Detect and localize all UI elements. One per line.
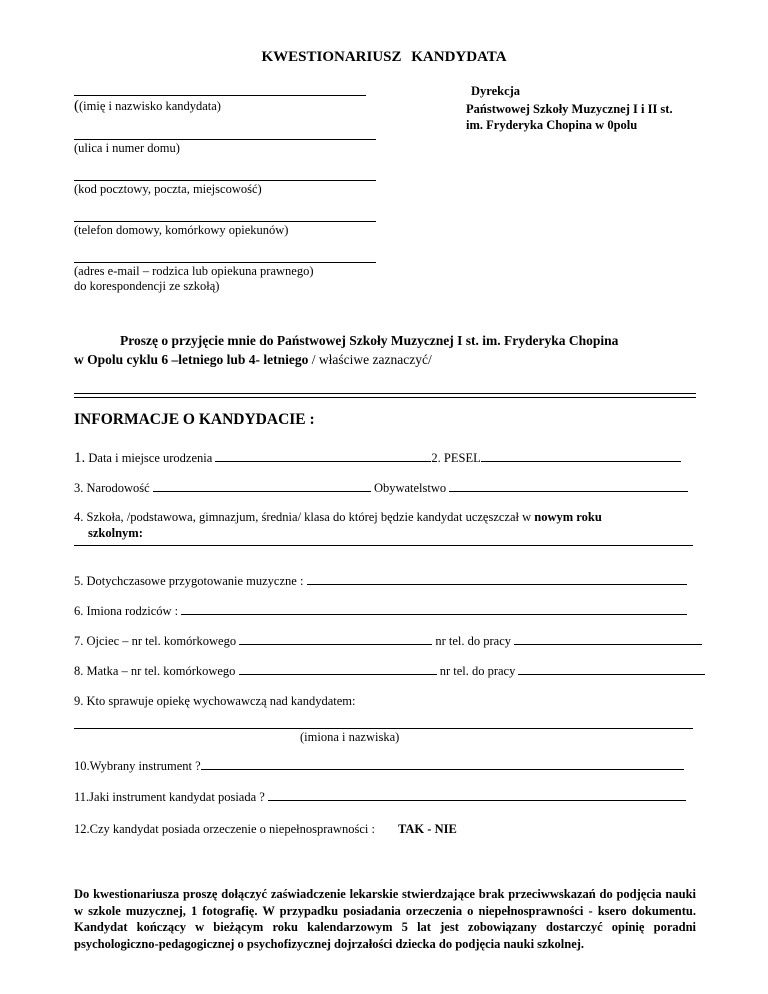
phone-field-label: (telefon domowy, komórkowy opiekunów) [74, 223, 289, 237]
postal-input-line[interactable] [74, 180, 376, 181]
question-5-row [74, 574, 687, 589]
recipient-line-3: im. Fryderyka Chopina w 0polu [466, 118, 638, 132]
request-paragraph [74, 331, 698, 369]
question-4-row [74, 510, 602, 525]
request-line-1: Proszę o przyjęcie mnie do Państwowej Szkoły Muzycznej I st. im. Fryderyka Chopina [120, 333, 619, 348]
question-8-label: 8. Matka – nr tel. komórkowego [74, 664, 239, 678]
question-3-row [74, 481, 688, 496]
postal-field-label: (kod pocztowy, poczta, miejscowość) [74, 182, 262, 196]
disability-yes-no-choice[interactable]: TAK - NIE [398, 822, 457, 836]
guardian-input-line[interactable] [74, 728, 693, 729]
question-9-label: 9. Kto sprawuje opiekę wychowawczą nad kandydatem: [74, 694, 356, 708]
question-11-label: 11.Jaki instrument kandydat posiada ? [74, 790, 268, 804]
name-field-label-text: (imię i nazwisko kandydata) [79, 99, 221, 113]
question-12-label: 12.Czy kandydat posiada orzeczenie o niepełnosprawności : [74, 822, 375, 836]
question-6-label: 6. Imiona rodziców : [74, 604, 182, 618]
request-cycle-text: w Opolu cyklu 6 –letniego lub 4- letniego [74, 352, 309, 367]
question-10-row [74, 759, 684, 774]
mother-mobile-input[interactable] [239, 673, 437, 675]
question-2-label: 2. PESEL [431, 451, 481, 465]
street-field-label: (ulica i numer domu) [74, 141, 180, 155]
section-title: INFORMACJE O KANDYDACIE : [74, 411, 315, 428]
recipient-line-2: Państwowej Szkoły Muzycznej I i II st. [466, 102, 673, 116]
school-input-line[interactable] [74, 545, 693, 546]
question-11-row [74, 790, 686, 805]
question-7-label: 7. Ojciec – nr tel. komórkowego [74, 634, 240, 648]
instrument-choice-input[interactable] [201, 768, 684, 770]
question-8-row [74, 664, 705, 679]
question-3-label: 3. Narodowość [74, 481, 153, 495]
question-4-label-cont: szkolnym: [88, 526, 143, 540]
phone-input-line[interactable] [74, 221, 376, 222]
father-work-phone-input[interactable] [514, 643, 702, 645]
email-field-label-2: do korespondencji ze szkołą) [74, 279, 220, 293]
father-mobile-input[interactable] [239, 643, 432, 645]
question-6-row [74, 604, 687, 619]
mother-work-phone-input[interactable] [518, 673, 705, 675]
question-4-label: 4. Szkoła, /podstawowa, gimnazjum, średnia/ klasa do której będzie kandydat uczęszczał w [74, 510, 532, 524]
owned-instrument-input[interactable] [268, 799, 686, 801]
pesel-input[interactable] [481, 460, 681, 462]
email-field-label-1: (adres e-mail – rodzica lub opiekuna prawnego) [74, 264, 314, 278]
question-9-sublabel: (imiona i nazwiska) [300, 730, 400, 744]
section-divider [74, 393, 696, 398]
nationality-input[interactable] [153, 490, 371, 492]
question-10-label: 10.Wybrany instrument ? [74, 759, 201, 773]
birth-date-place-input[interactable] [215, 460, 431, 462]
attachments-note: Do kwestionariusza proszę dołączyć zaświadczenie lekarskie stwierdzające brak przeciwwskazań do podjęcia nauki w szkole muzycznej, 1 fotografię. W przypadku posiadania orzeczenia o niepełnosprawności - ksero dokumentu. Kandydat kończący w bieżącym roku kalendarzowym 5 lat jest zobowiązany dostarczyć opinię poradni psychologiczno-pedagogicznej o psychofizycznej dojrzałości dziecka do podjęcia nauki szkolnej. [74, 887, 696, 951]
document-title: KWESTIONARIUSZ KANDYDATA [261, 49, 507, 65]
parents-names-input[interactable] [181, 613, 687, 615]
email-input-line[interactable] [74, 262, 376, 263]
question-1-number: 1. [74, 450, 86, 466]
father-work-phone-label: nr tel. do pracy [432, 634, 515, 648]
mother-work-phone-label: nr tel. do pracy [436, 664, 519, 678]
question-5-label: 5. Dotychczasowe przygotowanie muzyczne : [74, 574, 307, 588]
street-input-line[interactable] [74, 139, 376, 140]
music-preparation-input[interactable] [307, 583, 687, 585]
request-instruction: / właściwe zaznaczyć/ [308, 352, 432, 367]
question-4-label-bold: nowym roku [531, 510, 602, 524]
citizenship-input[interactable] [449, 490, 688, 492]
citizenship-label: Obywatelstwo [370, 481, 450, 495]
recipient-line-1: Dyrekcja [471, 84, 521, 98]
name-field-label: ((imię i nazwisko kandydata) [74, 98, 221, 114]
question-1-row [74, 450, 681, 467]
question-7-row [74, 634, 702, 649]
name-input-line[interactable] [74, 95, 366, 96]
question-1-label: Data i miejsce urodzenia [85, 451, 216, 465]
